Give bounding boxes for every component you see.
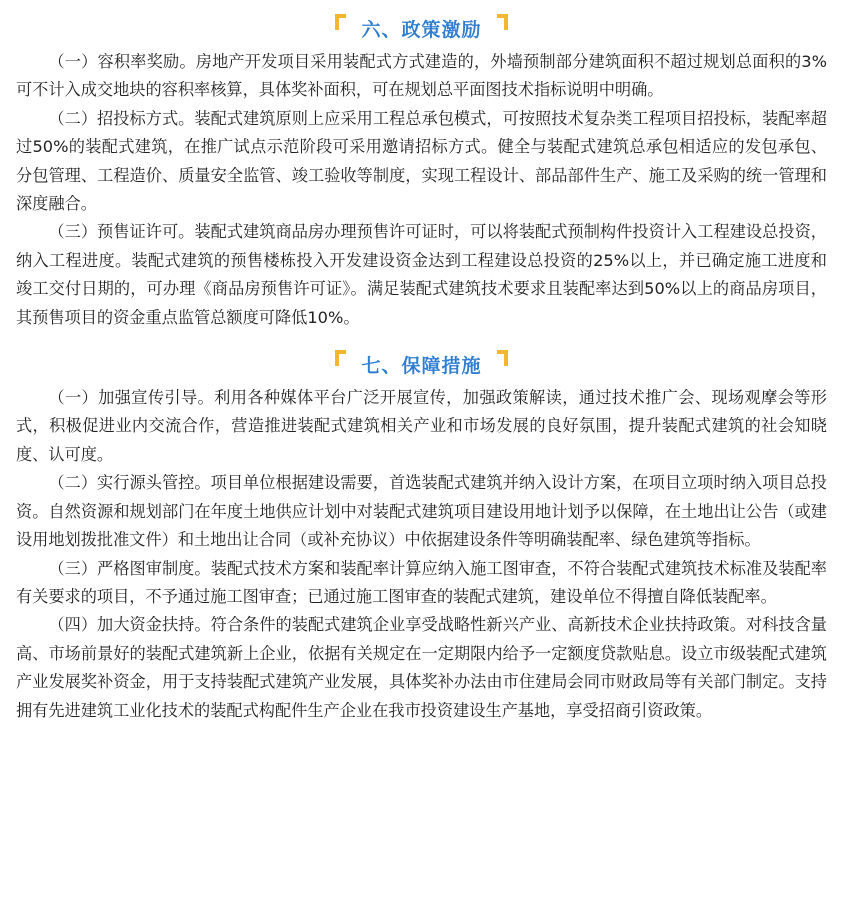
section-heading: 六、政策激励 <box>361 18 482 41</box>
paragraph-floor-area-ratio-reward: （一）容积率奖励。房地产开发项目采用装配式方式建造的，外墙预制部分建筑面积不超过规划总面积的3%可不计入成交地块的容积率核算，具体奖补面积，可在规划总平面图技术指标说明中明确。 <box>16 52 827 100</box>
right-bracket-icon <box>496 350 508 364</box>
paragraph-bidding-method: （二）招投标方式。装配式建筑原则上应采用工程总承包模式，可按照技术复杂类工程项目招投标，装配率超过50%的装配式建筑，在推广试点示范阶段可采用邀请招标方式。健全与装配式建筑总承包相适应的发包承包、分包管理、工程造价、质量安全监管、竣工验收等制度，实现工程设计、部品部件生产、施工及采购的统一管理和深度融合。 <box>16 108 827 214</box>
right-bracket-icon <box>496 14 508 28</box>
left-bracket-icon <box>335 14 347 28</box>
paragraph-drawing-review: （三）严格图审制度。装配式技术方案和装配率计算应纳入施工图审查，不符合装配式建筑技术标准及装配率有关要求的项目，不予通过施工图审查；已通过施工图审查的装配式建筑，建设单位不得擅自降低装配率。 <box>16 558 827 606</box>
paragraph-publicity-guidance: （一）加强宣传引导。利用各种媒体平台广泛开展宣传，加强政策解读，通过技术推广会、现场观摩会等形式，积极促进业内交流合作，营造推进装配式建筑相关产业和市场发展的良好氛围，提升装配式建筑的社会知晓度、认可度。 <box>16 388 827 464</box>
section-title-policy-incentives <box>16 8 827 48</box>
section-spacer <box>16 332 827 344</box>
paragraph-funding-support: （四）加大资金扶持。符合条件的装配式建筑企业享受战略性新兴产业、高新技术企业扶持政策。对科技含量高、市场前景好的装配式建筑新上企业，依据有关规定在一定期限内给予一定额度贷款贴息。设立市级装配式建筑产业发展奖补资金，用于支持装配式建筑产业发展，具体奖补办法由市住建局会同市财政局等有关部门制定。支持拥有先进建筑工业化技术的装配式构配件生产企业在我市投资建设生产基地，享受招商引资政策。 <box>16 615 827 720</box>
paragraph-presale-permit: （三）预售证许可。装配式建筑商品房办理预售许可证时，可以将装配式预制构件投资计入工程建设总投资，纳入工程进度。装配式建筑的预售楼栋投入开发建设资金达到工程建设总投资的25%以上，并已确定施工进度和竣工交付日期的，可办理《商品房预售许可证》。满足装配式建筑技术要求且装配率达到50%以上的商品房项目，其预售项目的资金重点监管总额度可降低10%。 <box>16 222 827 327</box>
section-heading: 七、保障措施 <box>361 354 482 377</box>
section-title-safeguard-measures <box>16 344 827 384</box>
left-bracket-icon <box>335 350 347 364</box>
paragraph-source-control: （二）实行源头管控。项目单位根据建设需要，首选装配式建筑并纳入设计方案，在项目立项时纳入项目总投资。自然资源和规划部门在年度土地供应计划中对装配式建筑项目建设用地计划予以保障，在土地出让公告（或建设用地划拨批准文件）和土地出让合同（或补充协议）中依据建设条件等明确装配率、绿色建筑等指标。 <box>16 473 827 550</box>
